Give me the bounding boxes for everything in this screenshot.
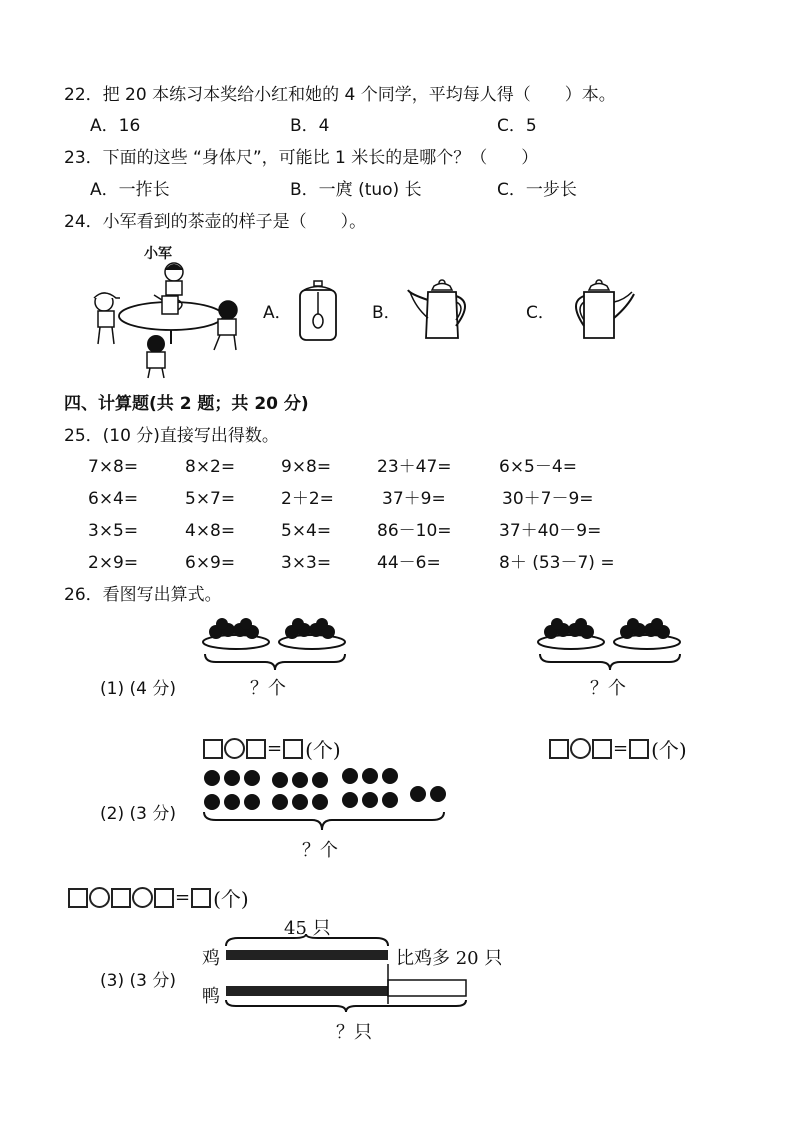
scene-label-xiaojun: 小军 <box>144 246 172 262</box>
duck-extra-bar <box>388 980 466 996</box>
q26-1-left-answer-row <box>203 734 341 763</box>
q24-option-b[interactable]: B． <box>372 303 401 323</box>
calc-r1-c1: 7×8= <box>88 457 139 477</box>
q22-option-c[interactable]: C．5 <box>497 116 537 136</box>
calc-r4-c3: 3×3= <box>281 553 332 573</box>
q26-stem: 26．看图写出算式。 <box>64 585 222 605</box>
q26-3-label: (3) (3 分) <box>100 971 176 991</box>
q22-option-a[interactable]: A．16 <box>90 116 141 136</box>
calc-r1-c4: 23＋47= <box>377 457 452 477</box>
unit-label: (个) <box>305 738 341 762</box>
q23-stem: 23．下面的这些 “身体尺”，可能比 1 米长的是哪个？（ ） <box>64 148 539 168</box>
q26-3-question: ？只 <box>336 1022 372 1043</box>
q26-1-right-question: ？个 <box>590 678 626 699</box>
q24-option-a[interactable]: A． <box>263 303 292 323</box>
calc-r1-c2: 8×2= <box>185 457 236 477</box>
calc-r2-c3: 2＋2= <box>281 489 334 509</box>
q25-stem: 25．(10 分)直接写出得数。 <box>64 426 279 446</box>
q26-3-top-label: 45 只 <box>284 918 331 939</box>
q23-option-c[interactable]: C．一步长 <box>497 180 577 200</box>
answer-box[interactable] <box>283 739 303 759</box>
q26-1-left-question: ？个 <box>250 678 286 699</box>
q26-3-row1-label: 鸡 <box>202 948 220 969</box>
answer-box[interactable] <box>154 888 174 908</box>
calc-r2-c4: 37＋9= <box>382 489 446 509</box>
answer-box[interactable] <box>203 739 223 759</box>
calc-r1-c3: 9×8= <box>281 457 332 477</box>
calc-r2-c5: 30＋7－9= <box>502 489 594 509</box>
q26-1-right-answer-row <box>549 734 687 763</box>
q24-option-c[interactable]: C． <box>526 303 555 323</box>
calc-r3-c3: 5×4= <box>281 521 332 541</box>
fruit-plates-left-illustration <box>202 612 348 672</box>
calc-r3-c2: 4×8= <box>185 521 236 541</box>
equals-sign: = <box>613 738 629 759</box>
answer-box[interactable] <box>592 739 612 759</box>
calc-r2-c2: 5×7= <box>185 489 236 509</box>
teapot-side-view-c <box>562 278 636 344</box>
q26-1-label: (1) (4 分) <box>100 679 176 699</box>
chicken-bar <box>226 950 388 960</box>
q23-option-b[interactable]: B．一庹 (tuo) 长 <box>290 180 422 200</box>
unit-label: (个) <box>213 887 249 911</box>
calc-r3-c4: 86－10= <box>377 521 452 541</box>
fruit-plates-right-illustration <box>537 612 683 672</box>
unit-label: (个) <box>651 738 687 762</box>
answer-box[interactable] <box>111 888 131 908</box>
answer-box[interactable] <box>549 739 569 759</box>
operator-circle[interactable] <box>570 738 591 759</box>
answer-box[interactable] <box>191 888 211 908</box>
section-heading: 四、计算题(共 2 题；共 20 分) <box>64 394 309 414</box>
q24-stem: 24．小军看到的茶壶的样子是（ ）。 <box>64 212 367 232</box>
q26-2-label: (2) (3 分) <box>100 804 176 824</box>
q22-option-b[interactable]: B．4 <box>290 116 330 136</box>
q26-3-compare-label: 比鸡多 20 只 <box>396 948 503 969</box>
teapot-front-view-a <box>296 278 340 344</box>
calc-r3-c5: 37＋40－9= <box>499 521 602 541</box>
calc-r3-c1: 3×5= <box>88 521 139 541</box>
answer-box[interactable] <box>629 739 649 759</box>
bird-groups-illustration <box>200 764 450 834</box>
q22-stem: 22．把 20 本练习本奖给小红和她的 4 个同学，平均每人得（ ）本。 <box>64 85 616 105</box>
q26-2-answer-row <box>68 883 249 912</box>
plate-left-2 <box>279 618 345 649</box>
q23-option-a[interactable]: A．一拃长 <box>90 180 170 200</box>
duck-bar-part <box>226 986 388 996</box>
calc-r2-c1: 6×4= <box>88 489 139 509</box>
equals-sign: = <box>267 738 283 759</box>
operator-circle[interactable] <box>89 887 110 908</box>
operator-circle[interactable] <box>132 887 153 908</box>
q26-2-question: ？个 <box>302 840 338 861</box>
teapot-side-view-b <box>406 278 478 344</box>
table-scene-illustration <box>86 240 246 380</box>
operator-circle[interactable] <box>224 738 245 759</box>
calc-r4-c5: 8＋ (53－7) = <box>499 553 615 573</box>
answer-box[interactable] <box>246 739 266 759</box>
calc-r4-c1: 2×9= <box>88 553 139 573</box>
plate-left-1 <box>203 618 269 649</box>
answer-box[interactable] <box>68 888 88 908</box>
equals-sign: = <box>175 887 191 908</box>
calc-r1-c5: 6×5－4= <box>499 457 577 477</box>
calc-r4-c4: 44－6= <box>377 553 441 573</box>
q26-3-row2-label: 鸭 <box>202 986 220 1007</box>
calc-r4-c2: 6×9= <box>185 553 236 573</box>
